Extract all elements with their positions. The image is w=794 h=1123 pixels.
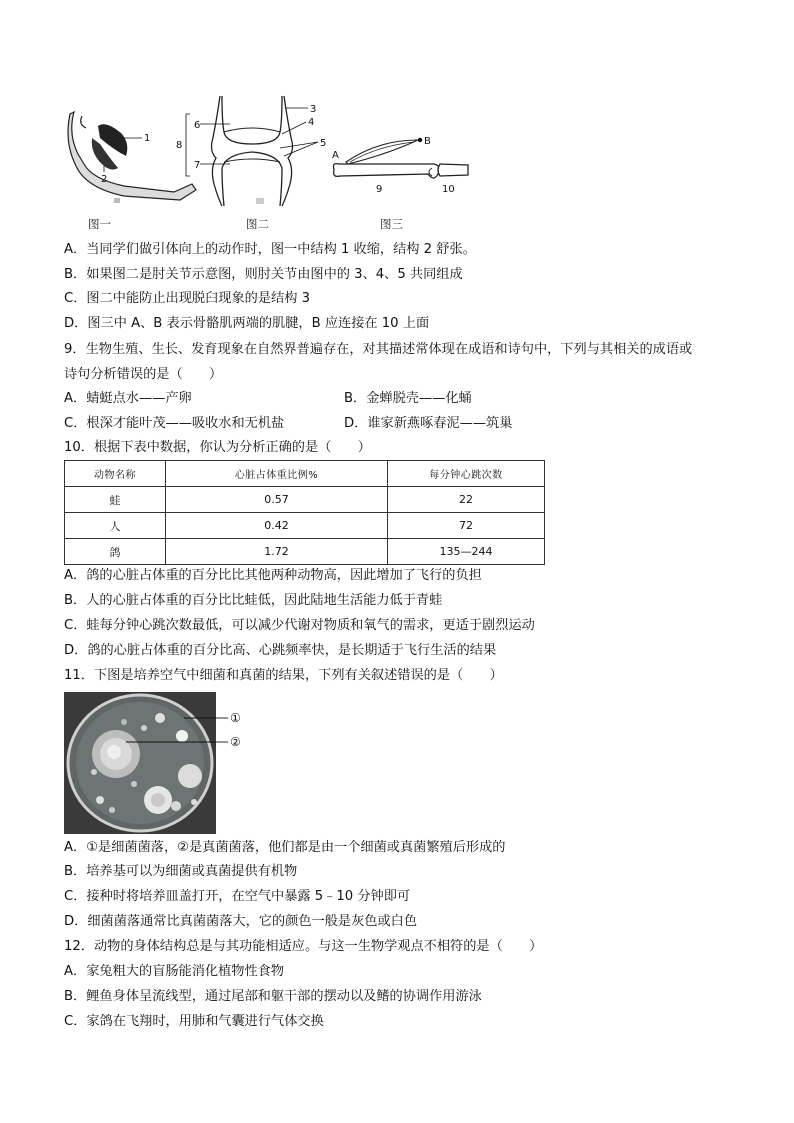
table-row bbox=[65, 513, 545, 539]
fig2-label-7: 7 bbox=[194, 160, 201, 171]
q10-option-c: C．蛙每分钟心跳次数最低，可以减少代谢对物质和氧气的需求，更适于剧烈运动 bbox=[64, 618, 535, 633]
caption-figure-2: 图二 bbox=[246, 217, 269, 231]
q12-option-c: C．家鸽在飞翔时，用肺和气囊进行气体交换 bbox=[64, 1014, 324, 1029]
q9-stem-line-2: 诗句分析错误的是（ ） bbox=[64, 367, 223, 382]
table-cell: 22 bbox=[388, 487, 545, 513]
q8-option-b: B．如果图二是肘关节示意图，则肘关节由图中的 3、4、5 共同组成 bbox=[64, 267, 463, 282]
fig2-label-3: 3 bbox=[310, 104, 317, 115]
q11-option-a: A．①是细菌菌落，②是真菌菌落，他们都是由一个细菌或真菌繁殖后形成的 bbox=[64, 840, 506, 855]
q12-stem: 12．动物的身体结构总是与其功能相适应。与这一生物学观点不相符的是（ ） bbox=[64, 939, 543, 954]
fig2-label-4: 4 bbox=[308, 117, 315, 128]
q12-option-b: B．鲤鱼身体呈流线型，通过尾部和躯干部的摆动以及鳍的协调作用游泳 bbox=[64, 989, 482, 1004]
table-cell: 1.72 bbox=[166, 539, 388, 565]
q11-option-d: D．细菌菌落通常比真菌菌落大，它的颜色一般是灰色或白色 bbox=[64, 914, 418, 929]
heart-data-table bbox=[64, 460, 545, 565]
q11-stem: 11．下图是培养空气中细菌和真菌的结果，下列有关叙述错误的是（ ） bbox=[64, 668, 503, 683]
q9-option-d: D．谁家新燕啄春泥——筑巢 bbox=[344, 416, 513, 431]
q9-option-a: A．蜻蜓点水——产卵 bbox=[64, 391, 192, 406]
fig2-label-8: 8 bbox=[176, 140, 183, 151]
table-cell: 0.57 bbox=[166, 487, 388, 513]
fig3-label-a: A bbox=[332, 150, 339, 161]
table-header-cell: 动物名称 bbox=[65, 461, 166, 487]
fig2-label-5: 5 bbox=[320, 138, 327, 149]
table-cell: 0.42 bbox=[166, 513, 388, 539]
table-header-row bbox=[65, 461, 545, 487]
q10-option-a: A．鸽的心脏占体重的百分比比其他两种动物高，因此增加了飞行的负担 bbox=[64, 568, 482, 583]
table-row bbox=[65, 539, 545, 565]
fig3-label-b: B bbox=[424, 136, 431, 147]
q9-stem-line-1: 9．生物生殖、生长、发育现象在自然界普遍存在，对其描述常体现在成语和诗句中，下列与其相关的成语或 bbox=[64, 342, 693, 357]
figure-joint-diagram bbox=[172, 94, 332, 206]
q9-option-c: C．根深才能叶茂——吸收水和无机盐 bbox=[64, 416, 285, 431]
q10-stem: 10．根据下表中数据，你认为分析正确的是（ ） bbox=[64, 440, 371, 455]
fig2-label-6: 6 bbox=[194, 120, 201, 131]
caption-figure-1: 图一 bbox=[88, 217, 111, 231]
q8-option-d: D．图三中 A、B 表示骨骼肌两端的肌腱，B 应连接在 10 上面 bbox=[64, 316, 430, 331]
fig3-label-10: 10 bbox=[442, 184, 455, 195]
q10-option-b: B．人的心脏占体重的百分比比蛙低，因此陆地生活能力低于青蛙 bbox=[64, 593, 443, 608]
q10-option-d: D．鸽的心脏占体重的百分比高、心跳频率快，是长期适于飞行生活的结果 bbox=[64, 643, 497, 658]
petri-dish-photo bbox=[64, 692, 254, 834]
table-cell: 72 bbox=[388, 513, 545, 539]
table-cell: 鸽 bbox=[65, 539, 166, 565]
fig1-label-1: 1 bbox=[144, 133, 151, 144]
caption-figure-3: 图三 bbox=[380, 217, 403, 231]
dish-label-2: ② bbox=[230, 735, 241, 749]
table-row bbox=[65, 487, 545, 513]
q8-option-a: A．当同学们做引体向上的动作时，图一中结构 1 收缩，结构 2 舒张。 bbox=[64, 242, 476, 257]
table-cell: 人 bbox=[65, 513, 166, 539]
q8-option-c: C．图二中能防止出现脱臼现象的是结构 3 bbox=[64, 291, 310, 306]
figure-bone-muscle-diagram bbox=[328, 128, 478, 198]
fig3-label-9: 9 bbox=[376, 184, 383, 195]
q9-option-b: B．金蝉脱壳——化蛹 bbox=[344, 391, 472, 406]
q11-option-b: B．培养基可以为细菌或真菌提供有机物 bbox=[64, 864, 298, 879]
fig1-label-2: 2 bbox=[101, 174, 108, 185]
table-header-cell: 心脏占体重比例% bbox=[166, 461, 388, 487]
q11-option-c: C．接种时将培养皿盖打开，在空气中暴露 5﹣10 分钟即可 bbox=[64, 889, 411, 904]
table-cell: 蛙 bbox=[65, 487, 166, 513]
dish-label-1: ① bbox=[230, 711, 241, 725]
q12-option-a: A．家兔粗大的盲肠能消化植物性食物 bbox=[64, 964, 285, 979]
table-header-cell: 每分钟心跳次数 bbox=[388, 461, 545, 487]
table-cell: 135—244 bbox=[388, 539, 545, 565]
